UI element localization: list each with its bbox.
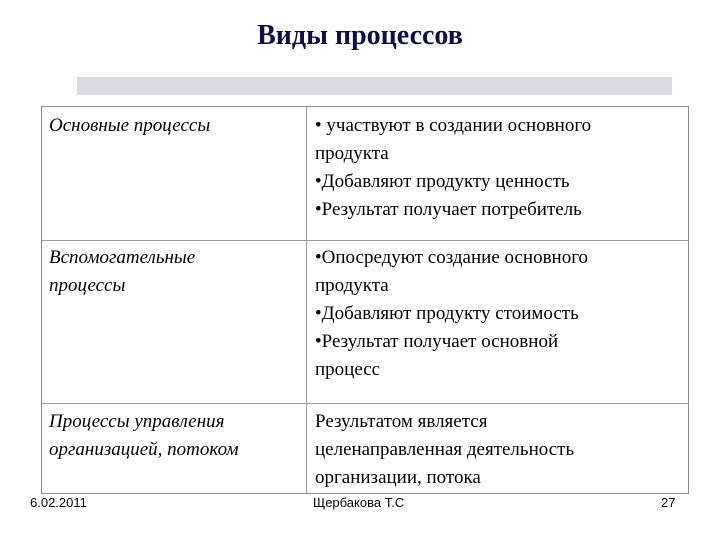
footer-date: 6.02.2011 xyxy=(30,495,87,510)
column-divider xyxy=(306,106,307,494)
footer-page-number: 27 xyxy=(661,495,676,510)
row-label-support-processes: Вспомогательные процессы xyxy=(49,247,196,296)
title-underline-bar xyxy=(77,77,672,95)
row-description-main-processes: • участвуют в создании основного продукта •Добавляют продукту ценность •Результат получает потребитель xyxy=(315,115,592,220)
row-divider-2 xyxy=(41,403,689,404)
row-label-main-processes: Основные процессы xyxy=(49,115,211,136)
row-description-management-processes: Результатом является целенаправленная деятельность организации, потока xyxy=(315,411,575,488)
row-label-management-processes: Процессы управления организацией, потоком xyxy=(49,411,239,460)
row-description-support-processes: •Опосредуют создание основного продукта •Добавляют продукту стоимость •Результат получает основной процесс xyxy=(315,247,589,380)
footer-author: Щербакова Т.С xyxy=(313,495,405,510)
slide-title: Виды процессов xyxy=(257,20,463,51)
row-divider-1 xyxy=(41,240,689,241)
